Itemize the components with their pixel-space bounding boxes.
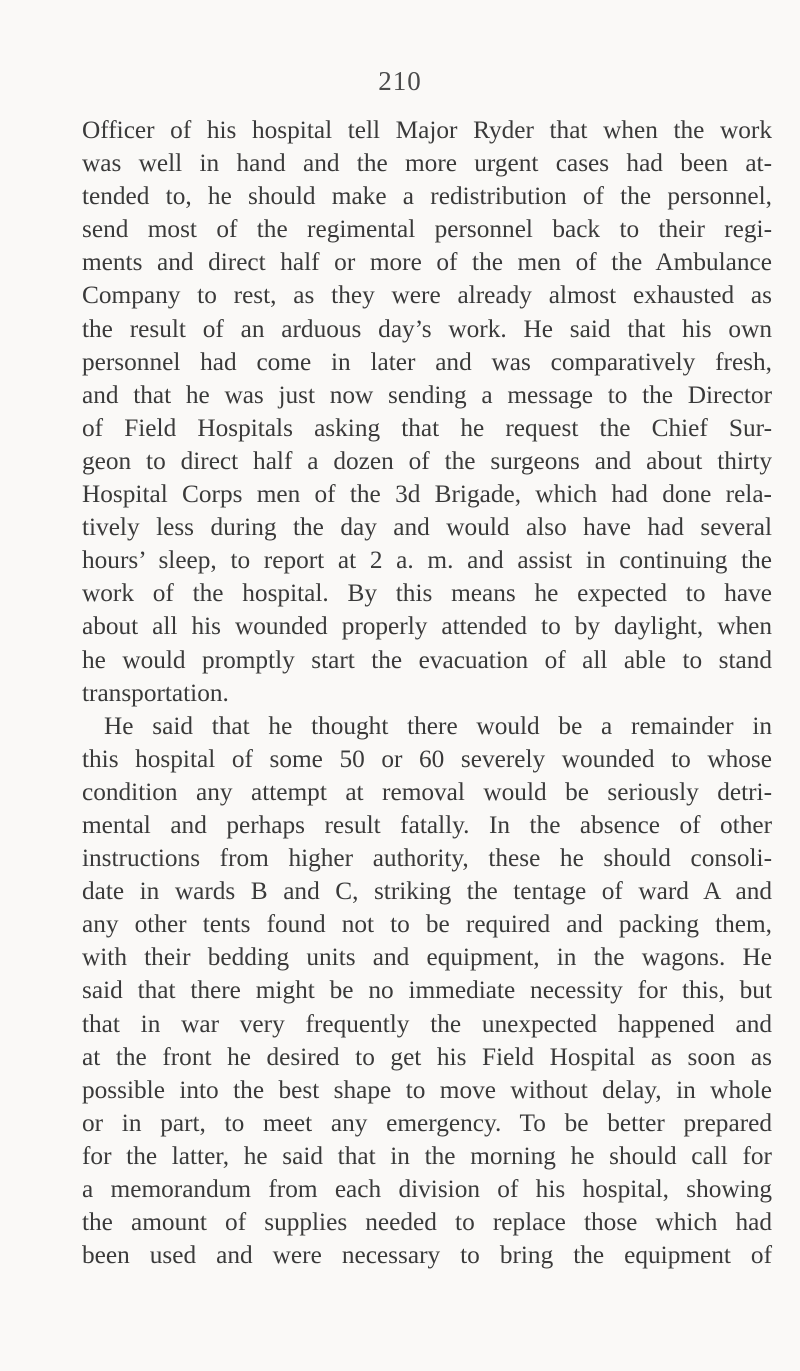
- text-line: for the latter, he said that in the morning he should call for: [82, 1141, 772, 1170]
- text-line: personnel had come in later and was comparatively fresh,: [82, 347, 772, 376]
- text-line: said that there might be no immediate necessity for this, but: [82, 976, 772, 1005]
- text-line: send most of the regimental personnel back to their regi-: [82, 215, 772, 244]
- text-line: was well in hand and the more urgent cases had been at-: [82, 149, 772, 178]
- text-line: Hospital Corps men of the 3d Brigade, which had done rela-: [82, 480, 772, 509]
- body-text: [82, 114, 772, 1272]
- text-line: the amount of supplies needed to replace those which had: [82, 1208, 772, 1237]
- text-line: condition any attempt at removal would be seriously detri-: [82, 777, 772, 806]
- text-line: about all his wounded properly attended to by daylight, when: [82, 612, 772, 641]
- text-line: or in part, to meet any emergency. To be better prepared: [82, 1108, 772, 1137]
- text-line: a memorandum from each division of his hospital, showing: [82, 1175, 772, 1203]
- text-line: this hospital of some 50 or 60 severely wounded to whose: [82, 744, 772, 773]
- text-line: He said that he thought there would be a remainder in: [104, 711, 772, 740]
- text-line: with their bedding units and equipment, in the wagons. He: [82, 943, 772, 972]
- text-line: date in wards B and C, striking the tentage of ward A and: [82, 877, 772, 906]
- text-line: work of the hospital. By this means he expected to have: [82, 579, 772, 608]
- text-line: tended to, he should make a redistribution of the personnel,: [82, 182, 772, 211]
- text-line: ments and direct half or more of the men of the Ambulance: [82, 248, 772, 277]
- text-line: of Field Hospitals asking that he request the Chief Sur-: [82, 413, 772, 442]
- page-number: 210: [378, 66, 422, 96]
- text-line: the result of an arduous day’s work. He said that his own: [82, 314, 772, 343]
- text-line: he would promptly start the evacuation of all able to stand: [82, 645, 772, 674]
- text-line: and that he was just now sending a message to the Director: [82, 380, 772, 409]
- text-line: Company to rest, as they were already almost exhausted as: [82, 281, 772, 310]
- text-line: any other tents found not to be required and packing them,: [82, 910, 772, 939]
- text-line: possible into the best shape to move without delay, in whole: [82, 1075, 772, 1104]
- text-line: geon to direct half a dozen of the surgeons and about thirty: [82, 446, 772, 475]
- text-line: hours’ sleep, to report at 2 a. m. and assist in continuing the: [82, 546, 772, 575]
- text-line: that in war very frequently the unexpected happened and: [82, 1009, 772, 1038]
- text-line: transportation.: [82, 678, 229, 707]
- text-line: been used and were necessary to bring the equipment of: [82, 1241, 772, 1270]
- text-line: instructions from higher authority, these he should consoli-: [82, 844, 772, 873]
- text-line: tively less during the day and would also have had several: [82, 513, 772, 542]
- text-line: Officer of his hospital tell Major Ryder that when the work: [82, 116, 772, 144]
- text-line: mental and perhaps result fatally. In the absence of other: [82, 810, 772, 839]
- text-line: at the front he desired to get his Field Hospital as soon as: [82, 1042, 772, 1071]
